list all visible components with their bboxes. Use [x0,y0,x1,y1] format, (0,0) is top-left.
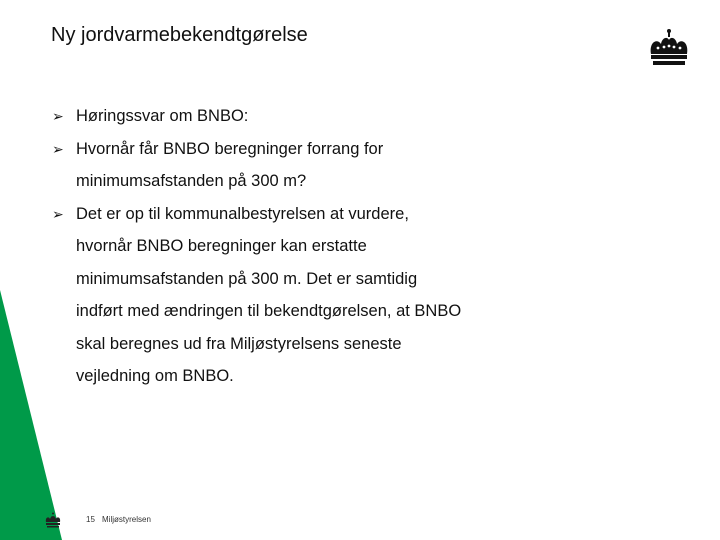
bullet-line: vejledning om BNBO. [76,367,234,385]
bullet-line: skal beregnes ud fra Miljøstyrelsens seneste [76,334,402,353]
arrow-bullet-icon: ➢ [52,205,64,222]
footer-crown-icon [44,512,62,528]
crown-icon [647,28,691,68]
bullet-line: Det er op til kommunalbestyrelsen at vurdere, [76,204,409,223]
bullet-line: Høringssvar om BNBO: [76,107,249,125]
arrow-bullet-icon: ➢ [52,140,64,157]
footer-organization: Miljøstyrelsen [102,515,151,524]
bullet-item [52,198,572,393]
page-number: 15 [86,515,95,524]
slide-title: Ny jordvarmebekendtgørelse [51,24,308,46]
bullet-item [52,100,572,133]
bullet-list [52,100,572,393]
bullet-item [52,133,572,198]
bullet-line: minimumsafstanden på 300 m. Det er samtidig [76,269,418,288]
arrow-bullet-icon: ➢ [52,108,64,124]
bullet-line: minimumsafstanden på 300 m? [76,172,307,190]
bullet-line: indført med ændringen til bekendtgørelsen, at BNBO [76,302,462,320]
bullet-line: hvornår BNBO beregninger kan erstatte [76,237,367,255]
bullet-line: Hvornår får BNBO beregninger forrang for [76,139,384,158]
